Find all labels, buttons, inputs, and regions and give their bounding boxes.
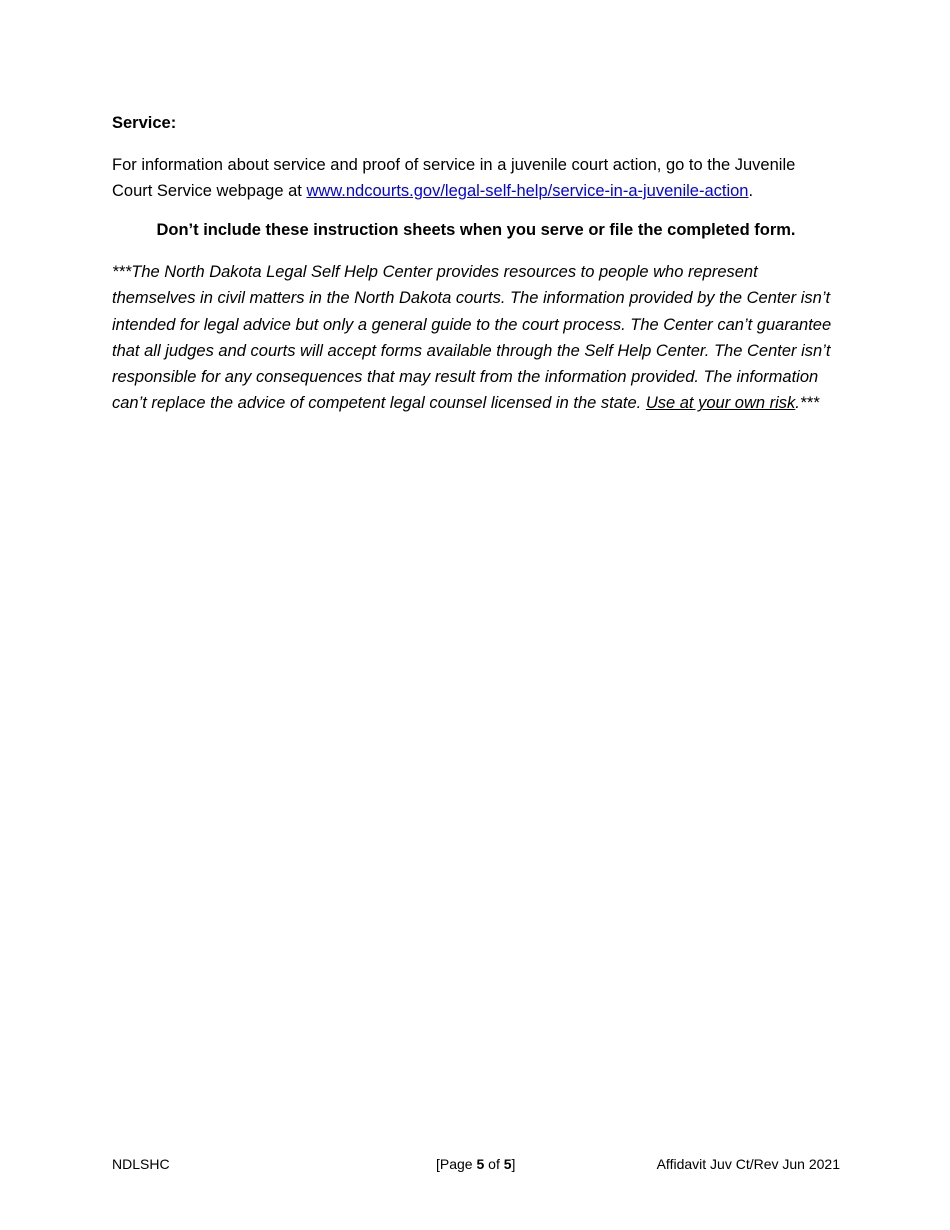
disclaimer-main-text: ***The North Dakota Legal Self Help Center provides resources to people who represent themselves in civil matters in the North Dakota courts. The information provided by the Center isn’t intended for legal advice but only a general guide to the court process. The Center can’t guarantee that all judges and courts will accept forms available through the Self Help Center. The Center isn’t responsible for any consequences that may result from the information provided. The information can’t replace the advice of competent legal counsel licensed in the state. (112, 263, 832, 413)
footer-org: NDLSHC (112, 1156, 170, 1172)
service-webpage-link[interactable]: www.ndcourts.gov/legal-self-help/service-in-a-juvenile-action (306, 182, 749, 200)
service-after-link: . (748, 182, 754, 200)
page-footer (112, 1154, 840, 1174)
footer-page-prefix: [Page (436, 1156, 477, 1172)
service-intro-text: For information about service and proof of service in a juvenile court action, go to the Juvenile Court Service webpage at (112, 156, 796, 200)
disclaimer-risk-text: Use at your own risk (645, 394, 796, 413)
footer-form-id: Affidavit Juv Ct/Rev Jun 2021 (656, 1156, 840, 1172)
service-paragraph (112, 152, 840, 204)
instruction-notice: Don’t include these instruction sheets when you serve or file the completed form. (156, 221, 796, 239)
service-heading: Service: (112, 114, 177, 132)
footer-page-number (436, 1154, 515, 1174)
footer-page-suffix: ] (511, 1156, 516, 1172)
footer-page-current: 5 (476, 1156, 485, 1172)
footer-page-of: of (484, 1156, 504, 1172)
disclaimer-tail: .*** (795, 394, 820, 413)
document-page (112, 112, 840, 417)
footer-page-total: 5 (503, 1156, 512, 1172)
disclaimer-paragraph (112, 259, 840, 417)
